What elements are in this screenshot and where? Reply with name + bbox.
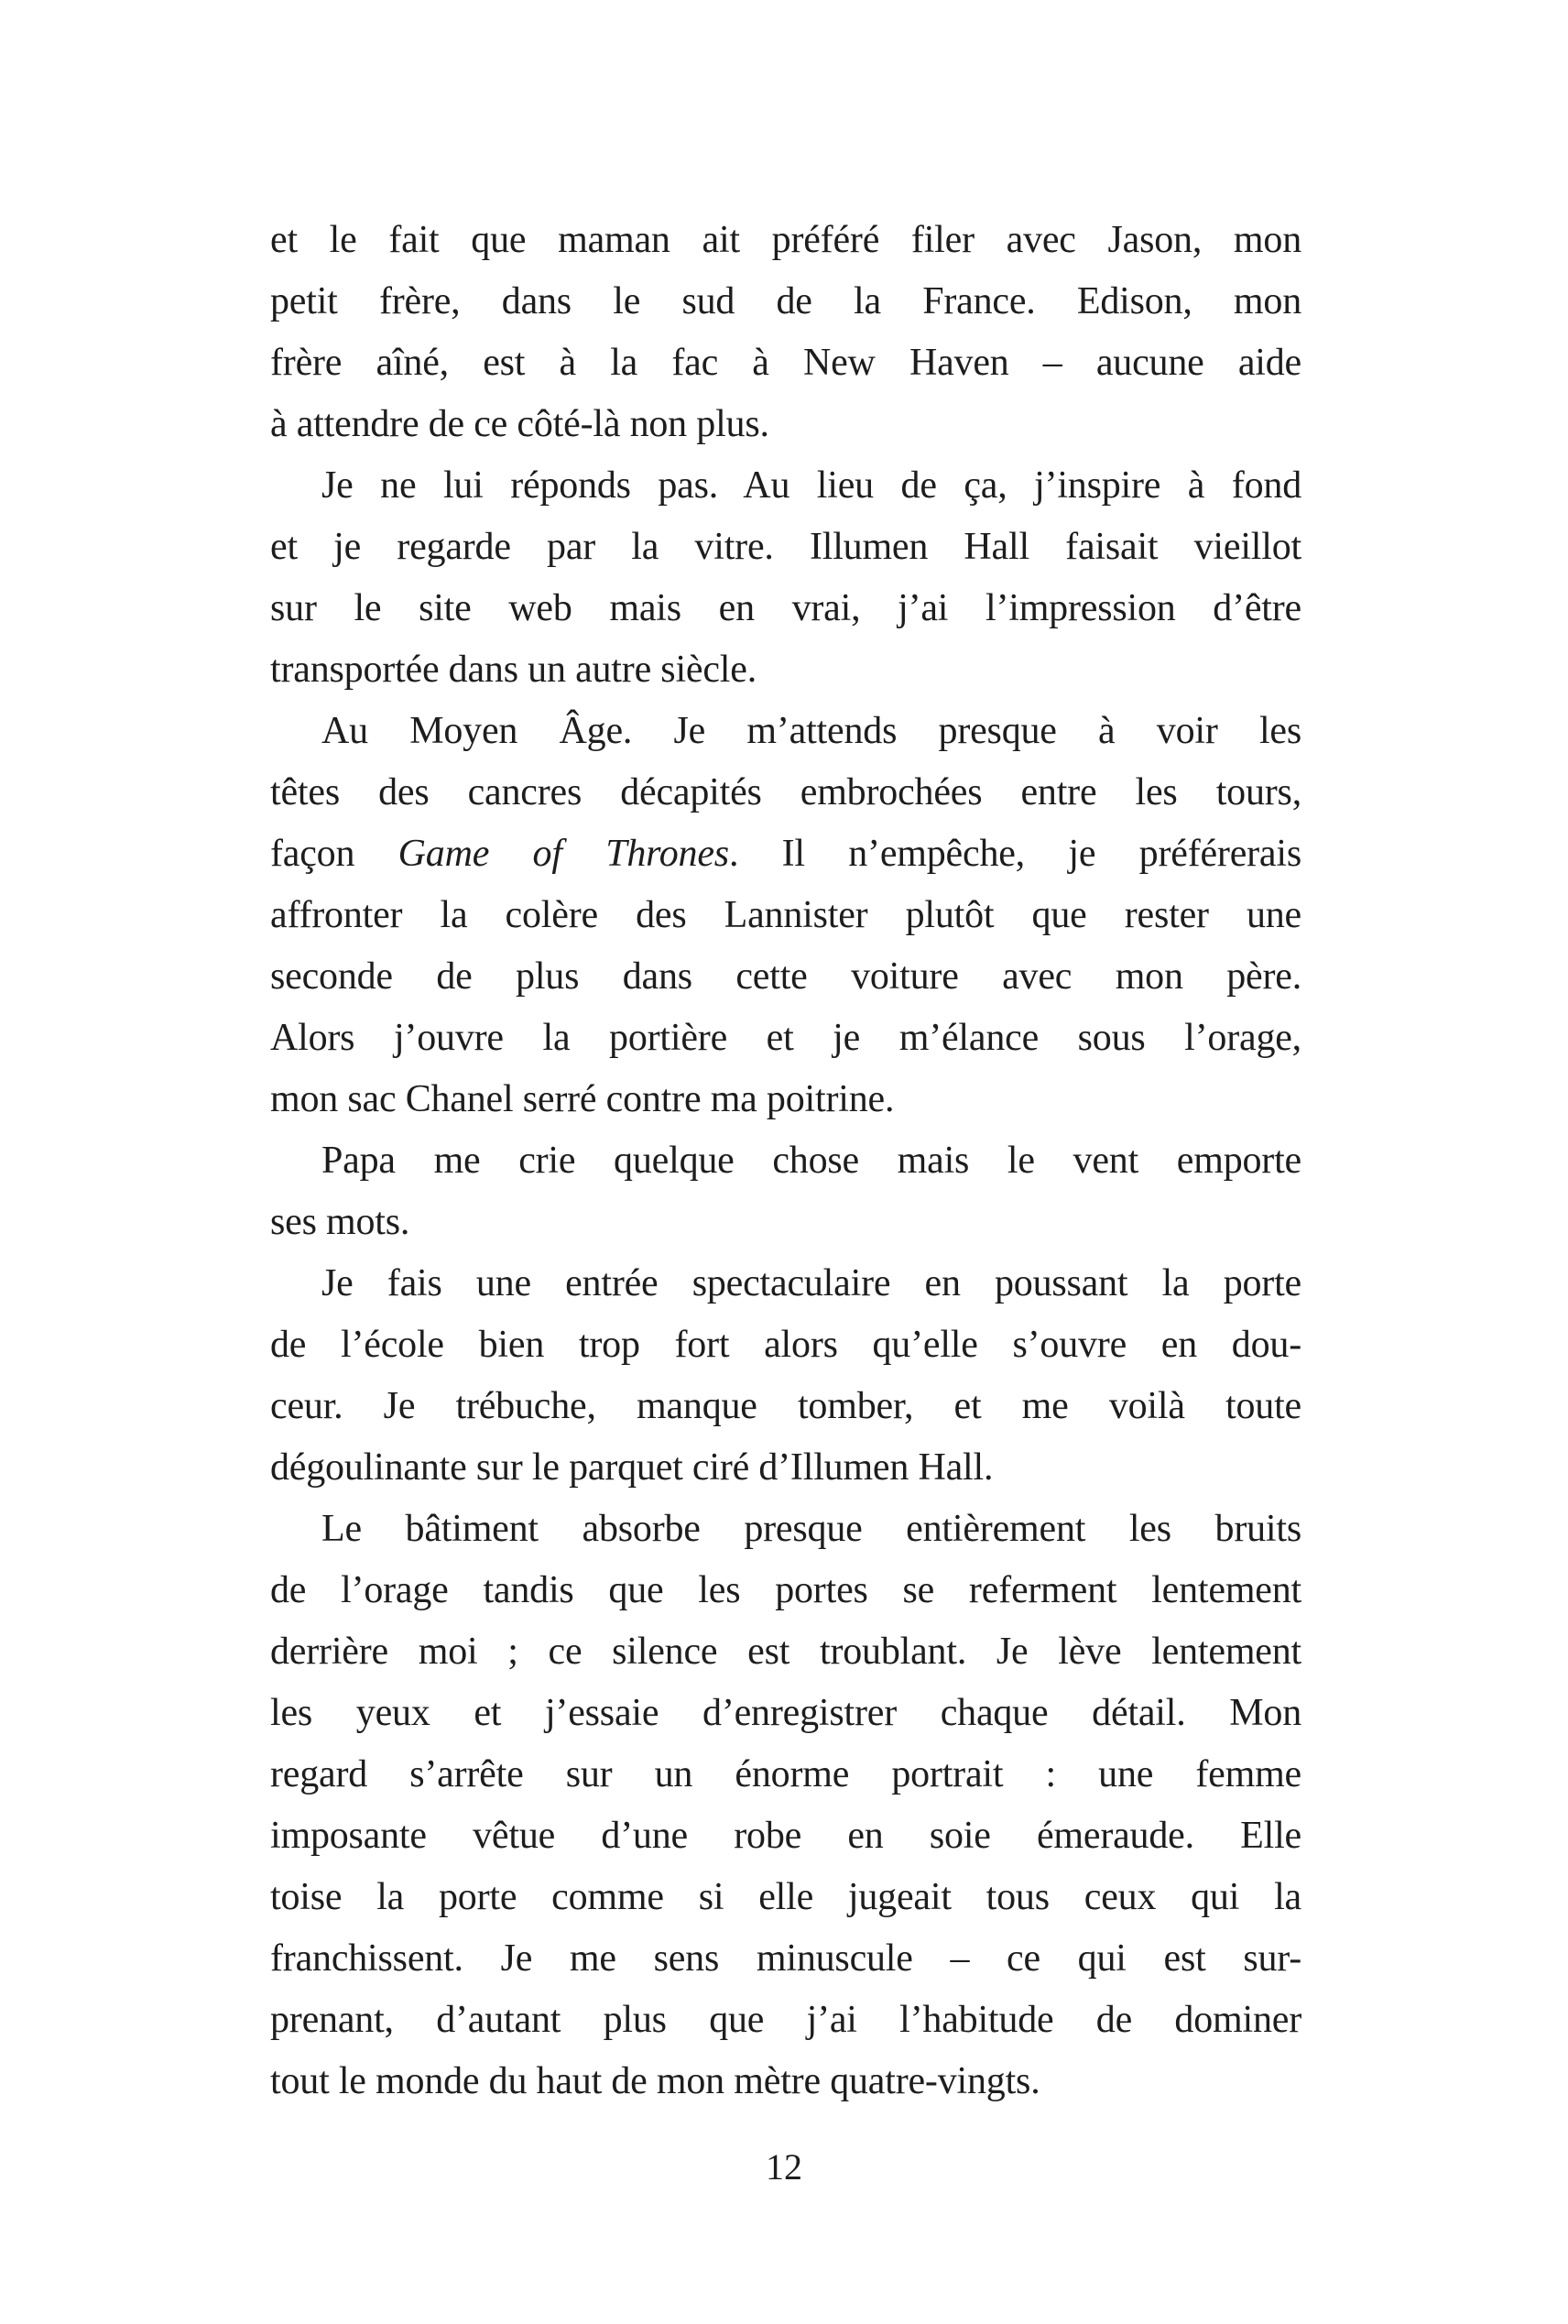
text-segment: imposante vêtue d’une robe en soie émeraude. Elle [270,1815,1301,1857]
text-segment: affronter la colère des Lannister plutôt que rester une [270,894,1301,936]
text-segment: à attendre de ce côté-là non plus. [270,403,769,445]
text-line [270,333,1301,394]
text-segment: les yeux et j’essaie d’enregistrer chaque détail. Mon [270,1692,1301,1734]
text-segment: dégoulinante sur le parquet ciré d’Illumen Hall. [270,1446,994,1489]
text-line [270,701,1301,762]
text-line [270,824,1301,885]
text-line [270,1621,1301,1683]
text-line [270,1560,1301,1621]
text-line [270,1069,1301,1130]
text-segment: ses mots. [270,1201,410,1243]
text-line [270,271,1301,333]
text-line [270,762,1301,824]
text-segment: têtes des cancres décapités embrochées entre les tours, [270,771,1301,813]
text-line [270,1437,1301,1499]
text-line [270,210,1301,271]
text-line [270,1192,1301,1253]
text-line [270,885,1301,946]
text-segment: petit frère, dans le sud de la France. Edison, mon [270,280,1301,322]
text-segment: toise la porte comme si elle jugeait tous ceux qui la [270,1876,1301,1918]
text-line [270,394,1301,455]
text-segment: Le bâtiment absorbe presque entièrement les bruits [321,1508,1301,1550]
text-segment: Papa me crie quelque chose mais le vent emporte [321,1140,1301,1182]
text-segment: regard s’arrête sur un énorme portrait : une femme [270,1753,1301,1795]
text-segment: sur le site web mais en vrai, j’ai l’impression d’être [270,587,1301,629]
text-segment: Je ne lui réponds pas. Au lieu de ça, j’inspire à fond [321,464,1301,507]
text-line [270,517,1301,578]
text-segment: transportée dans un autre siècle. [270,649,757,691]
text-segment: ceur. Je trébuche, manque tomber, et me voilà toute [270,1385,1301,1427]
text-segment: façon [270,833,398,875]
page-text [270,210,1301,2112]
text-segment: prenant, d’autant plus que j’ai l’habitude de dominer [270,1999,1301,2041]
text-segment: Au Moyen Âge. Je m’attends presque à voir les [321,710,1301,752]
text-segment: franchissent. Je me sens minuscule – ce qui est sur- [270,1937,1301,1980]
text-segment: et le fait que maman ait préféré filer avec Jason, mon [270,219,1301,261]
text-line [270,1867,1301,1928]
text-line [270,1499,1301,1560]
text-segment: frère aîné, est à la fac à New Haven – aucune aide [270,342,1301,384]
text-line [270,455,1301,517]
text-line [270,1990,1301,2051]
text-segment: de l’orage tandis que les portes se referment lentement [270,1569,1301,1611]
text-segment: mon sac Chanel serré contre ma poitrine. [270,1078,895,1120]
text-segment: et je regarde par la vitre. Illumen Hall faisait vieillot [270,526,1301,568]
text-line [270,1130,1301,1192]
text-line [270,946,1301,1008]
text-line [270,639,1301,701]
text-segment: tout le monde du haut de mon mètre quatre-vingts. [270,2060,1040,2102]
text-segment: . Il n’empêche, je préférerais [728,833,1301,875]
text-segment: Alors j’ouvre la portière et je m’élance sous l’orage, [270,1017,1301,1059]
text-line [270,1683,1301,1744]
text-segment: seconde de plus dans cette voiture avec mon père. [270,955,1301,998]
text-segment: derrière moi ; ce silence est troublant. Je lève lentement [270,1631,1301,1673]
text-line [270,1008,1301,1069]
text-line [270,1928,1301,1990]
text-line [270,578,1301,639]
text-line [270,1744,1301,1806]
text-line [270,1253,1301,1315]
text-line [270,1376,1301,1437]
page-number: 12 [766,2146,802,2188]
text-segment: de l’école bien trop fort alors qu’elle s’ouvre en dou- [270,1324,1301,1366]
text-line [270,2051,1301,2112]
italic-book-title: Game of Thrones [397,833,729,875]
text-segment: Je fais une entrée spectaculaire en poussant la porte [321,1262,1301,1304]
text-line [270,1315,1301,1376]
text-line [270,1806,1301,1867]
